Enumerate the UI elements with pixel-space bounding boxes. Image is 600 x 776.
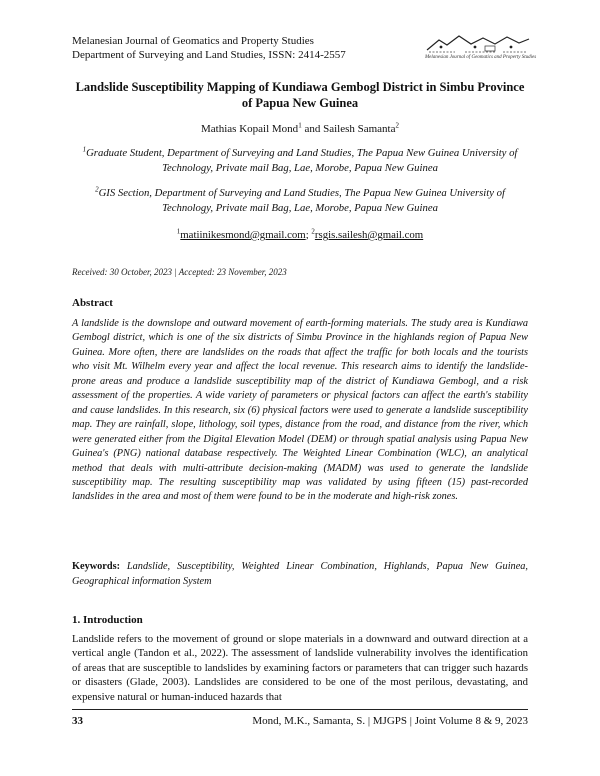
footer-citation: Mond, M.K., Samanta, S. | MJGPS | Joint Volume 8 & 9, 2023: [252, 715, 528, 727]
email-line: [72, 229, 528, 241]
footer-divider: [72, 709, 528, 710]
author-2: Sailesh Samanta: [323, 123, 396, 135]
author-conjunction: and: [301, 123, 324, 135]
keywords-paragraph: [72, 560, 528, 589]
keywords-list: Landslide, Susceptibility, Weighted Linear Combination, Highlands, Papua New Guinea, Geographical information System: [72, 561, 528, 587]
logo-graphic: [425, 32, 531, 54]
abstract-heading: Abstract: [72, 297, 113, 309]
email-2-sup: 2: [311, 227, 315, 236]
introduction-body: Landslide refers to the movement of ground or slope materials in a downward and outward direction at a vertical angle (Tandon et al., 2022). The assessment of landslide vulnerability involves the identification of areas that are susceptible to landslides by examining factors or parameters that can trigger such hazards or disasters (Glade, 2003). Landslides are considered to be one of the most perilous, devastating, and expensive natural or human-induced hazards that: [72, 633, 528, 703]
email-separator: ;: [305, 229, 312, 241]
affiliation-1: [80, 146, 520, 175]
author-2-sup: 2: [395, 121, 399, 130]
affiliation-1-text: Graduate Student, Department of Surveying and Land Studies, The Papua New Guinea University of Technology, Private mail Bag, Lae, Morobe, Papua New Guinea: [86, 147, 518, 174]
logo-caption: Melanesian Journal of Geomatics and Property Studies: [425, 55, 537, 60]
email-2-link[interactable]: rsgis.sailesh@gmail.com: [314, 229, 424, 241]
affiliation-2: [80, 186, 520, 215]
introduction-heading: 1. Introduction: [72, 614, 143, 626]
received-accepted-dates: Received: 30 October, 2023 | Accepted: 23 November, 2023: [72, 267, 287, 277]
email-1-link[interactable]: matiinikesmond@gmail.com: [180, 229, 306, 241]
page-number: 33: [72, 715, 83, 727]
affiliation-2-text: GIS Section, Department of Surveying and Land Studies, The Papua New Guinea University of Technology, Private mail Bag, Lae, Morobe, Papua New Guinea: [98, 187, 505, 214]
affiliation-2-sup: 2: [95, 185, 99, 194]
email-1-sup: 1: [176, 227, 181, 236]
running-header: [72, 35, 346, 62]
paper-title: Landslide Susceptibility Mapping of Kundiawa Gembogl District in Simbu Province of Papua New Guinea: [75, 80, 525, 110]
author-1-sup: 1: [298, 121, 302, 130]
affiliation-1-sup: 1: [82, 145, 87, 154]
abstract-body: A landslide is the downslope and outward movement of earth-forming materials. The study area is Kundiawa Gembogl district, which is one of the six districts of Simbu Province in the highlands region of Papua New Guinea. More often, there are landslides on the roads that affect the traffic for both locals and the tourists who visit Mt. Wilhelm every year and affect the local revenue. This research aims to identify the landslide-prone areas and produce a landslide susceptibility map of the district of Kundiawa Gembogl, and a risk assessment of the properties. A wide variety of parameters or physical factors can affect the earth's stability and cause landslides. In this research, six (6) physical factors were used to generate a landslide susceptibility map. They are rainfall, slope, lithology, soil types, distance from the road, and distance from the river, which were generated either from the Digital Elevation Model (DEM) or through spatial analysis using Papua New Guinea's (PNG) national database respectively. The Weighted Linear Combination (WLC), an analytical method that deals with multi-attribute decision-making (MADM) was used to generate the landslide susceptibility map. The resulting susceptibility map was validated by using fifteen (15) past-recorded landslides in the area and most of them were found to be in the moderate and high-risk zones.: [72, 318, 528, 503]
author-1: Mathias Kopail Mond: [201, 123, 299, 135]
keywords-label: Keywords:: [72, 561, 121, 572]
journal-logo: [425, 32, 537, 64]
author-line: [72, 123, 528, 135]
department-issn: Department of Surveying and Land Studies, ISSN: 2414-2557: [72, 48, 346, 61]
journal-name: Melanesian Journal of Geomatics and Property Studies: [72, 35, 314, 47]
